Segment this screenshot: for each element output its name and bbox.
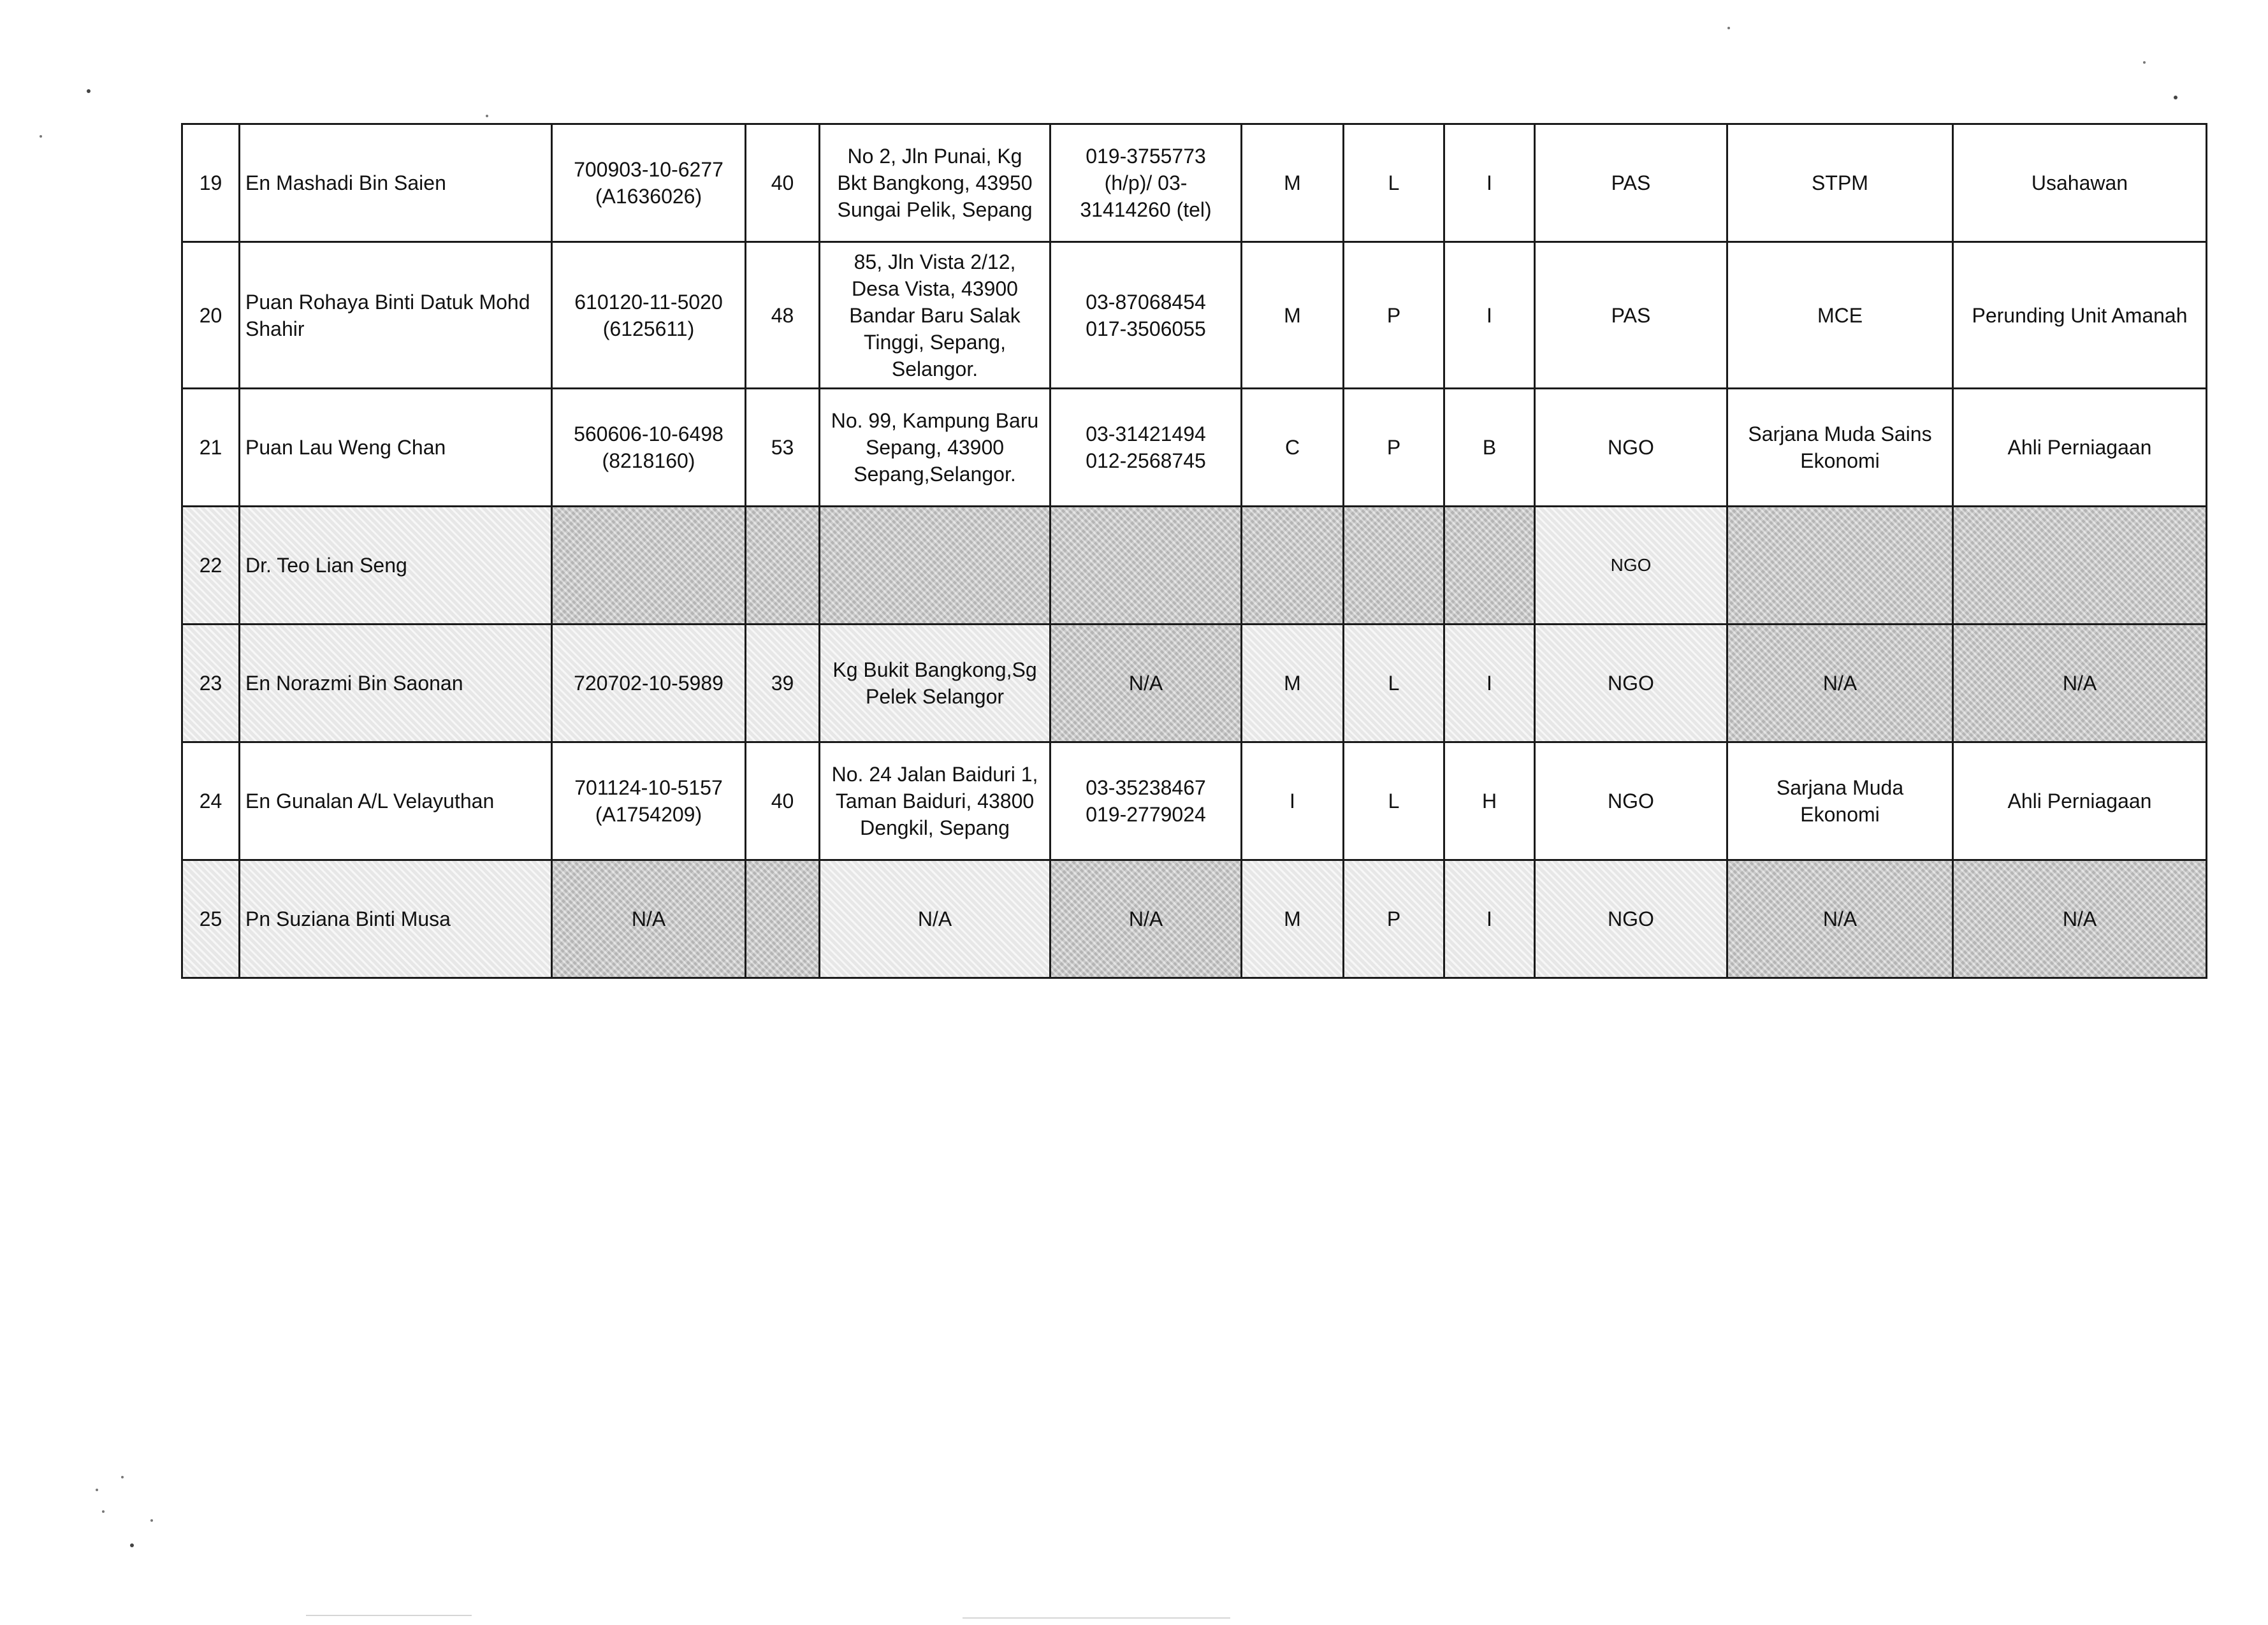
gender: L <box>1344 124 1444 242</box>
phone-line: 019-2779024 <box>1086 803 1206 826</box>
ic-number <box>552 742 746 860</box>
scan-line <box>963 1617 1230 1619</box>
gender: P <box>1344 242 1444 389</box>
gender <box>1344 507 1444 625</box>
occupation-line: N/A <box>2062 672 2097 695</box>
address-line: Desa Vista, 43900 <box>852 277 1018 300</box>
member-name: En Norazmi Bin Saonan <box>240 625 552 742</box>
scan-speck <box>102 1510 105 1513</box>
religion: I <box>1444 860 1535 978</box>
address-line: Tinggi, Sepang, <box>864 330 1006 354</box>
education <box>1727 389 1953 507</box>
address-line: N/A <box>917 907 952 930</box>
religion: H <box>1444 742 1535 860</box>
occupation <box>1953 389 2207 507</box>
ic-line: (A1636026) <box>595 185 702 208</box>
table-row <box>182 507 2207 625</box>
age <box>746 507 820 625</box>
education-line: STPM <box>1812 171 1868 194</box>
phone-line: 03-35238467 <box>1086 776 1206 799</box>
religion: B <box>1444 389 1535 507</box>
affiliation: NGO <box>1535 625 1727 742</box>
education <box>1727 742 1953 860</box>
phone-line: N/A <box>1128 907 1163 930</box>
age <box>746 860 820 978</box>
race: M <box>1242 625 1344 742</box>
scan-speck <box>121 1476 124 1478</box>
address-line: Kg Bukit Bangkong,Sg <box>832 658 1037 681</box>
address-line: No 2, Jln Punai, Kg <box>847 145 1022 168</box>
row-number: 25 <box>182 860 240 978</box>
affiliation: NGO <box>1535 742 1727 860</box>
ic-line: (A1754209) <box>595 803 702 826</box>
occupation <box>1953 625 2207 742</box>
phone <box>1050 742 1242 860</box>
member-name: Dr. Teo Lian Seng <box>240 507 552 625</box>
row-number: 23 <box>182 625 240 742</box>
education-line: Ekonomi <box>1800 449 1880 472</box>
address-line: Dengkil, Sepang <box>860 816 1010 839</box>
ic-number <box>552 242 746 389</box>
member-name: Pn Suziana Binti Musa <box>240 860 552 978</box>
race: C <box>1242 389 1344 507</box>
occupation-line: N/A <box>2062 907 2097 930</box>
member-name: Puan Rohaya Binti Datuk Mohd Shahir <box>240 242 552 389</box>
ic-number <box>552 507 746 625</box>
row-number: 22 <box>182 507 240 625</box>
scan-speck <box>1727 27 1730 29</box>
phone-line: 019-3755773 <box>1086 145 1206 168</box>
address-line: Taman Baiduri, 43800 <box>835 790 1035 812</box>
address <box>820 242 1050 389</box>
table-row <box>182 742 2207 860</box>
affiliation: NGO <box>1535 860 1727 978</box>
education-line: N/A <box>1822 672 1857 695</box>
phone-line: (h/p)/ 03- <box>1104 171 1188 194</box>
address-line: Selangor. <box>891 357 978 380</box>
phone <box>1050 860 1242 978</box>
ic-number <box>552 389 746 507</box>
affiliation: NGO <box>1535 389 1727 507</box>
age: 40 <box>746 742 820 860</box>
ic-line: (6125611) <box>602 317 695 340</box>
age: 53 <box>746 389 820 507</box>
affiliation: PAS <box>1535 124 1727 242</box>
ic-line: (8218160) <box>602 449 695 472</box>
occupation-line: Perunding Unit Amanah <box>1972 303 2188 327</box>
ic-line: 610120-11-5020 <box>574 290 723 314</box>
scan-speck <box>87 89 91 93</box>
occupation <box>1953 742 2207 860</box>
row-number: 21 <box>182 389 240 507</box>
religion: I <box>1444 242 1535 389</box>
row-number: 20 <box>182 242 240 389</box>
education <box>1727 124 1953 242</box>
phone-line: 03-87068454 <box>1086 290 1206 314</box>
race: M <box>1242 860 1344 978</box>
address <box>820 742 1050 860</box>
occupation <box>1953 242 2207 389</box>
phone <box>1050 625 1242 742</box>
ic-line: 560606-10-6498 <box>574 422 723 445</box>
gender: P <box>1344 389 1444 507</box>
member-name: En Gunalan A/L Velayuthan <box>240 742 552 860</box>
education-line: Sarjana Muda <box>1776 776 1904 799</box>
ic-number <box>552 625 746 742</box>
religion <box>1444 507 1535 625</box>
ic-line: 701124-10-5157 <box>574 776 723 799</box>
education-line: Sarjana Muda Sains <box>1748 422 1932 445</box>
phone-line: 31414260 (tel) <box>1080 198 1212 221</box>
age: 39 <box>746 625 820 742</box>
address-line: No. 99, Kampung Baru <box>831 409 1039 432</box>
address-line: Bkt Bangkong, 43950 <box>837 171 1033 194</box>
phone <box>1050 124 1242 242</box>
address <box>820 389 1050 507</box>
religion: I <box>1444 625 1535 742</box>
member-name: En Mashadi Bin Saien <box>240 124 552 242</box>
scan-speck <box>130 1543 134 1547</box>
race <box>1242 507 1344 625</box>
table-row <box>182 389 2207 507</box>
education <box>1727 242 1953 389</box>
row-number: 19 <box>182 124 240 242</box>
affiliation: PAS <box>1535 242 1727 389</box>
scan-speck <box>2174 96 2177 99</box>
phone-line: 017-3506055 <box>1086 317 1206 340</box>
ic-line: N/A <box>631 907 666 930</box>
address-line: Pelek Selangor <box>865 685 1005 708</box>
religion: I <box>1444 124 1535 242</box>
race: M <box>1242 124 1344 242</box>
phone <box>1050 389 1242 507</box>
scan-speck <box>96 1489 98 1491</box>
table-row <box>182 242 2207 389</box>
race: M <box>1242 242 1344 389</box>
phone <box>1050 507 1242 625</box>
education <box>1727 860 1953 978</box>
table-row <box>182 124 2207 242</box>
age: 48 <box>746 242 820 389</box>
address <box>820 507 1050 625</box>
row-number: 24 <box>182 742 240 860</box>
ic-line: 720702-10-5989 <box>574 672 723 695</box>
address-line: Sungai Pelik, Sepang <box>837 198 1033 221</box>
gender: L <box>1344 742 1444 860</box>
member-register-table <box>181 123 2207 979</box>
education <box>1727 625 1953 742</box>
address-line: 85, Jln Vista 2/12, <box>854 250 1016 273</box>
occupation <box>1953 860 2207 978</box>
phone <box>1050 242 1242 389</box>
race: I <box>1242 742 1344 860</box>
ic-line: 700903-10-6277 <box>574 158 723 181</box>
age: 40 <box>746 124 820 242</box>
address-line: Sepang, 43900 <box>865 436 1005 459</box>
table-row <box>182 860 2207 978</box>
occupation-line: Ahli Perniagaan <box>2007 436 2152 459</box>
education-line: MCE <box>1817 303 1863 327</box>
phone-line: 012-2568745 <box>1086 449 1206 472</box>
address <box>820 860 1050 978</box>
education-line: Ekonomi <box>1800 803 1880 826</box>
ic-number <box>552 860 746 978</box>
occupation-line: Ahli Perniagaan <box>2007 790 2152 812</box>
scan-speck <box>40 135 42 138</box>
scan-line <box>306 1615 472 1616</box>
address <box>820 625 1050 742</box>
education-line: N/A <box>1822 907 1857 930</box>
occupation-line: Usahawan <box>2031 171 2128 194</box>
scan-speck <box>2143 61 2146 64</box>
phone-line: 03-31421494 <box>1086 422 1206 445</box>
address-line: Bandar Baru Salak <box>849 303 1021 327</box>
member-name: Puan Lau Weng Chan <box>240 389 552 507</box>
address-line: No. 24 Jalan Baiduri 1, <box>831 763 1038 786</box>
address <box>820 124 1050 242</box>
education <box>1727 507 1953 625</box>
scan-speck <box>486 115 488 117</box>
occupation <box>1953 124 2207 242</box>
ic-number <box>552 124 746 242</box>
occupation <box>1953 507 2207 625</box>
table-row <box>182 625 2207 742</box>
phone-line: N/A <box>1128 672 1163 695</box>
scan-speck <box>150 1519 153 1522</box>
gender: P <box>1344 860 1444 978</box>
affiliation: NGO <box>1535 507 1727 625</box>
gender: L <box>1344 625 1444 742</box>
address-line: Sepang,Selangor. <box>854 463 1016 486</box>
